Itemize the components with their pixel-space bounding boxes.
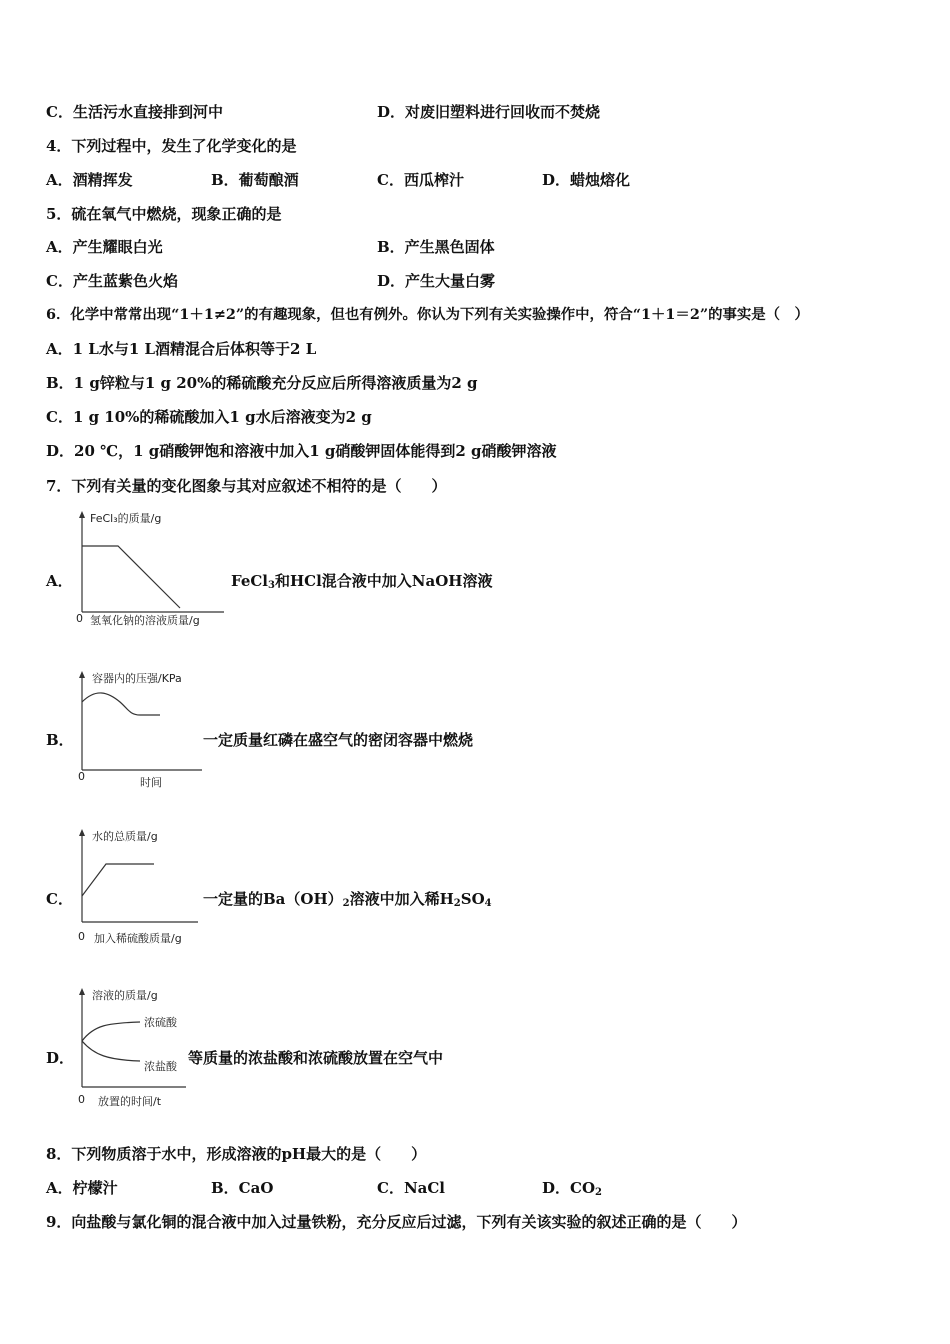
q7-option-a-desc: FeCl$_3$和HCl混合液中加入NaOH溶液 — [231, 572, 493, 591]
q7-option-d-desc: 等质量的浓盐酸和浓硫酸放置在空气中 — [188, 1049, 444, 1067]
q7d-origin: 0 — [78, 1093, 85, 1106]
q6-option-a: A．1 L水与1 L酒精混合后体积等于2 L — [46, 340, 317, 358]
q4-option-a: A．酒精挥发 — [46, 171, 133, 189]
q8-option-a: A．柠檬汁 — [46, 1179, 118, 1197]
q7b-origin: 0 — [78, 770, 85, 783]
q8-stem: 8．下列物质溶于水中，形成溶液的pH最大的是（ ） — [46, 1145, 427, 1163]
q7d-ylabel: 溶液的质量/g — [92, 989, 158, 1002]
q9-stem: 9．向盐酸与氯化铜的混合液中加入过量铁粉，充分反应后过滤，下列有关该实验的叙述正确的是（ ） — [46, 1213, 747, 1231]
q7d-curve-upper: 浓硫酸 — [144, 1016, 177, 1029]
q5-option-a: A．产生耀眼白光 — [46, 238, 163, 256]
q7-option-c-desc: 一定量的$Ba(OH)_2$溶液中加入稀$H_2SO_4$ — [203, 890, 492, 909]
q7-graph-a — [74, 508, 234, 633]
q7d-xlabel: 放置的时间/t — [98, 1095, 162, 1108]
q7a-xlabel: 氢氧化钠的溶液质量/g — [90, 614, 200, 627]
q4-option-d: D．蜡烛熔化 — [542, 171, 631, 189]
q5-option-b: B．产生黑色固体 — [377, 238, 495, 256]
q7b-ylabel: 容器内的压强/KPa — [92, 672, 182, 685]
q8-option-c: C．NaCl — [377, 1179, 446, 1197]
q8-option-d: D．$CO_2$ — [542, 1179, 602, 1198]
q7-stem: 7．下列有关量的变化图象与其对应叙述不相符的是（ ） — [46, 477, 447, 495]
q7-option-b-letter: B． — [46, 731, 74, 749]
q7c-xlabel: 加入稀硫酸质量/g — [94, 932, 182, 945]
q5-option-d: D．产生大量白雾 — [377, 272, 496, 290]
q6-option-c: C．1 g 10%的稀硫酸加入1 g水后溶液变为2 g — [46, 408, 372, 426]
q6-option-b: B．1 g锌粒与1 g 20%的稀硫酸充分反应后所得溶液质量为2 g — [46, 374, 478, 392]
q8-option-b: B．CaO — [211, 1179, 274, 1197]
q7d-curve-lower: 浓盐酸 — [144, 1060, 177, 1073]
q5-stem: 5．硫在氧气中燃烧，现象正确的是 — [46, 205, 282, 223]
q6-option-d: D．20 ℃，1 g硝酸钾饱和溶液中加入1 g硝酸钾固体能得到2 g硝酸钾溶液 — [46, 442, 557, 460]
q5-option-c: C．产生蓝紫色火焰 — [46, 272, 178, 290]
q7-option-b-desc: 一定质量红磷在盛空气的密闭容器中燃烧 — [203, 731, 474, 749]
q7c-ylabel: 水的总质量/g — [92, 830, 158, 843]
q4-option-c: C．西瓜榨汁 — [377, 171, 464, 189]
q7a-ylabel: FeCl₃的质量/g — [90, 512, 162, 525]
q7-option-d-letter: D． — [46, 1049, 75, 1067]
q7a-origin: 0 — [76, 612, 83, 625]
q4-stem: 4．下列过程中，发生了化学变化的是 — [46, 137, 297, 155]
q7-option-a-letter: A． — [46, 572, 73, 590]
q7c-origin: 0 — [78, 930, 85, 943]
q4-option-b: B．葡萄酿酒 — [211, 171, 299, 189]
q3-option-c: C．生活污水直接排到河中 — [46, 103, 223, 121]
q7b-xlabel: 时间 — [140, 776, 162, 789]
q6-stem: 6．化学中常常出现“1＋1≠2”的有趣现象，但也有例外。你认为下列有关实验操作中，符合“1＋1＝2”的事实是（ ） — [46, 306, 809, 323]
q7-option-c-letter: C． — [46, 890, 73, 908]
q3-option-d: D．对废旧塑料进行回收而不焚烧 — [377, 103, 601, 121]
